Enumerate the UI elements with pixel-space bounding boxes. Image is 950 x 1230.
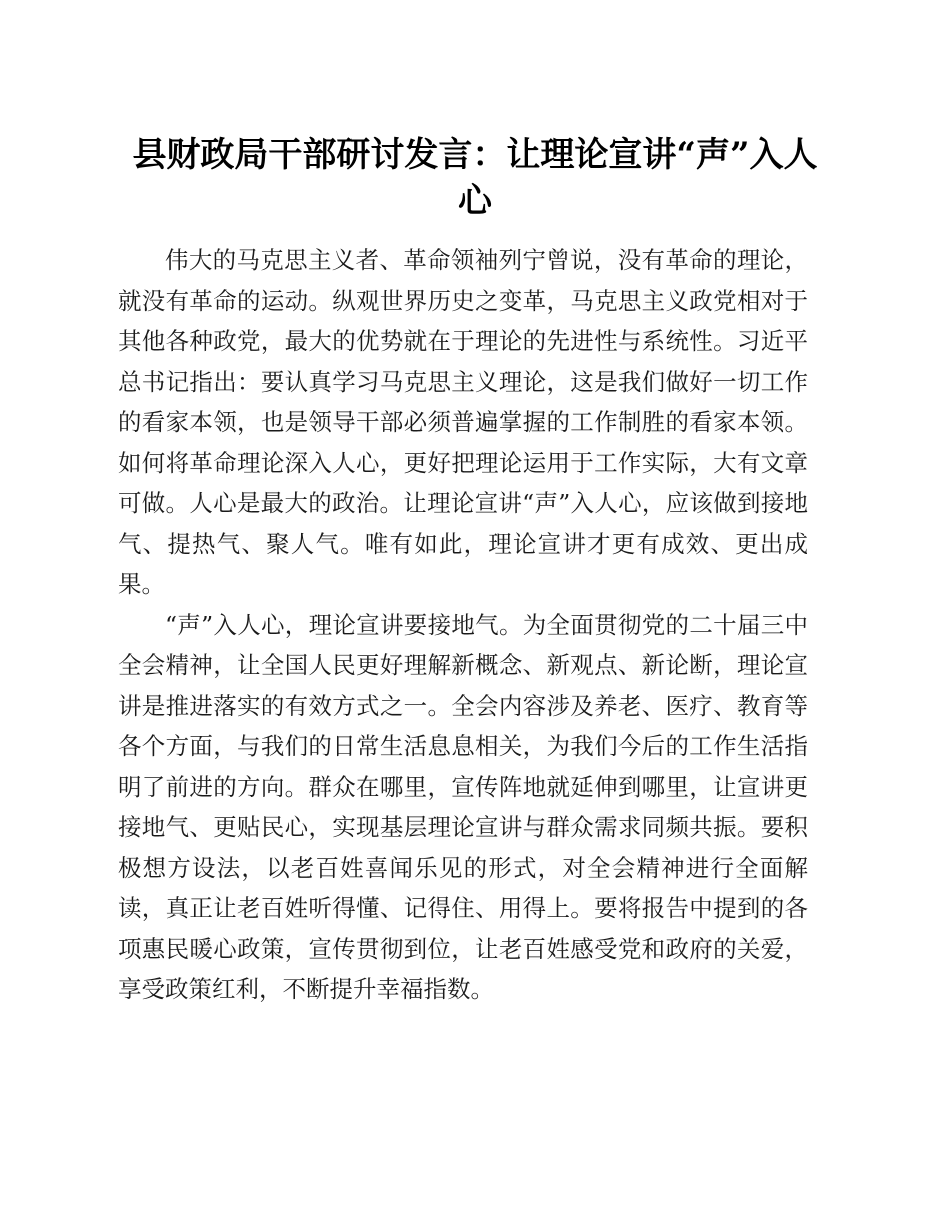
document-title: 县财政局干部研讨发言：让理论宣讲“声”入人心 xyxy=(132,135,818,221)
paragraph-2: “声”入人心，理论宣讲要接地气。为全面贯彻党的二十届三中全会精神，让全国人民更好理解新概念、新观点、新论断，理论宣讲是推进落实的有效方式之一。全会内容涉及养老、医疗、教育等各个方面，与我们的日常生活息息相关，为我们今后的工作生活指明了前进的方向。群众在哪里，宣传阵地就延伸到哪里，让宣讲更接地气、更贴民心，实现基层理论宣讲与群众需求同频共振。要积极想方设法，以老百姓喜闻乐见的形式，对全会精神进行全面解读，真正让老百姓听得懂、记得住、用得上。要将报告中提到的各项惠民暖心政策，宣传贯彻到位，让老百姓感受党和政府的关爱，享受政策红利，不断提升幸福指数。 xyxy=(118,610,808,1003)
paragraph-1: 伟大的马克思主义者、革命领袖列宁曾说，没有革命的理论，就没有革命的运动。纵观世界历史之变革，马克思主义政党相对于其他各种政党，最大的优势就在于理论的先进性与系统性。习近平总书记指出：要认真学习马克思主义理论，这是我们做好一切工作的看家本领，也是领导干部必须普遍掌握的工作制胜的看家本领。如何将革命理论深入人心，更好把理论运用于工作实际，大有文章可做。人心是最大的政治。让理论宣讲“声”入人心，应该做到接地气、提热气、聚人气。唯有如此，理论宣讲才更有成效、更出成果。 xyxy=(118,246,808,598)
document-body xyxy=(118,240,808,1010)
